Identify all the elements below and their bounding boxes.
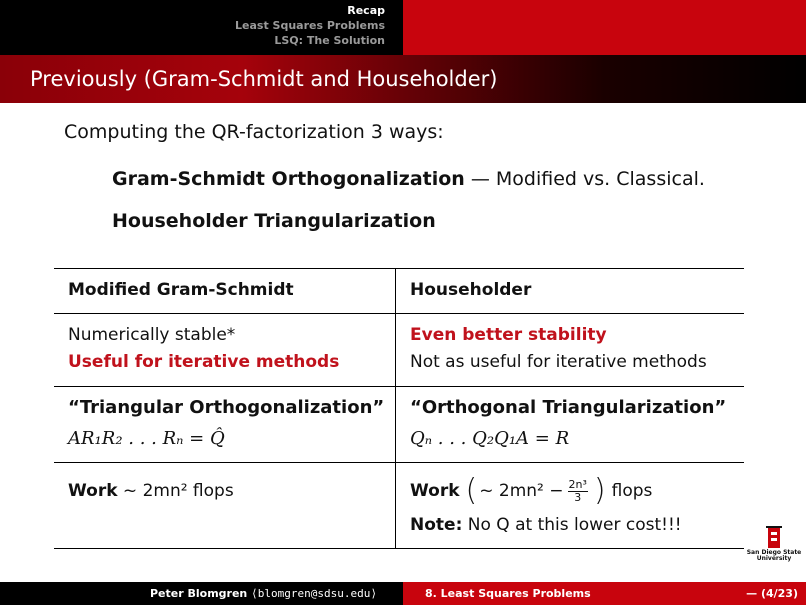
footer-left (0, 582, 403, 605)
footer (0, 582, 806, 605)
footer-author (150, 587, 377, 600)
mgs-work-expr: ~ 2mn² flops (117, 481, 234, 501)
table-top-rule (54, 268, 744, 269)
householder-work (410, 473, 653, 508)
logo-text (742, 550, 806, 562)
section-nav (0, 0, 403, 55)
householder-work-expr: ~ 2mn² − (479, 481, 564, 501)
nav-section-lsq-solution[interactable]: LSQ: The Solution (274, 34, 385, 47)
right-paren: ) (593, 473, 606, 508)
householder-note (410, 511, 682, 539)
householder-stability: Even better stability (410, 325, 607, 345)
table-header-mgs: Modified Gram-Schmidt (68, 280, 294, 300)
list-item-householder (112, 210, 436, 232)
footer-right (403, 582, 806, 605)
table-row1-rule (54, 386, 744, 387)
item-rest-text: — Modified vs. Classical. (464, 168, 705, 190)
table-header-rule (54, 313, 744, 314)
fraction-denominator: 3 (574, 490, 582, 504)
householder-work-label: Work (410, 481, 460, 501)
fraction (568, 479, 588, 504)
table-column-divider (395, 268, 396, 549)
nav-section-recap[interactable]: Recap (347, 4, 385, 17)
householder-work-flops: flops (611, 481, 653, 501)
logo-line2: University (756, 555, 792, 562)
footer-page-number: — (4/23) (746, 587, 798, 600)
item-bold-text: Householder Triangularization (112, 210, 436, 232)
item-bold-text: Gram-Schmidt Orthogonalization (112, 168, 465, 190)
footer-title[interactable]: 8. Least Squares Problems (425, 587, 591, 600)
left-paren: ( (465, 473, 478, 508)
frame-title-bar (0, 55, 806, 103)
author-email: ⟨blomgren@sdsu.edu⟩ (251, 587, 377, 600)
note-text: No Q at this lower cost!!! (462, 515, 682, 535)
householder-orthogonal-triangularization: “Orthogonal Triangularization” (410, 397, 727, 418)
mgs-triangular-orthogonalization: “Triangular Orthogonalization” (68, 397, 385, 418)
fraction-numerator: 2n³ (568, 477, 587, 491)
list-item-gram-schmidt (112, 168, 705, 190)
table-bottom-rule (54, 548, 744, 549)
table-header-householder: Householder (410, 280, 532, 300)
nav-red-panel (403, 0, 806, 55)
mgs-work (68, 477, 234, 505)
note-label: Note: (410, 515, 463, 535)
header-navigation (0, 0, 806, 55)
householder-formula: Qₙ . . . Q₂Q₁A = R (410, 428, 570, 449)
mgs-formula: AR₁R₂ . . . Rₙ = Q̂ (68, 428, 225, 449)
intro-text: Computing the QR-factorization 3 ways: (64, 121, 444, 143)
table-row2-rule (54, 462, 744, 463)
logo-line1: San Diego State (746, 549, 802, 556)
author-name: Peter Blomgren (150, 587, 248, 600)
nav-section-least-squares[interactable]: Least Squares Problems (235, 19, 385, 32)
frame-title: Previously (Gram-Schmidt and Householder) (30, 67, 498, 91)
householder-iterative: Not as useful for iterative methods (410, 352, 707, 372)
mgs-work-label: Work (68, 481, 118, 501)
mgs-iterative: Useful for iterative methods (68, 352, 340, 372)
mgs-stability: Numerically stable* (68, 325, 236, 345)
